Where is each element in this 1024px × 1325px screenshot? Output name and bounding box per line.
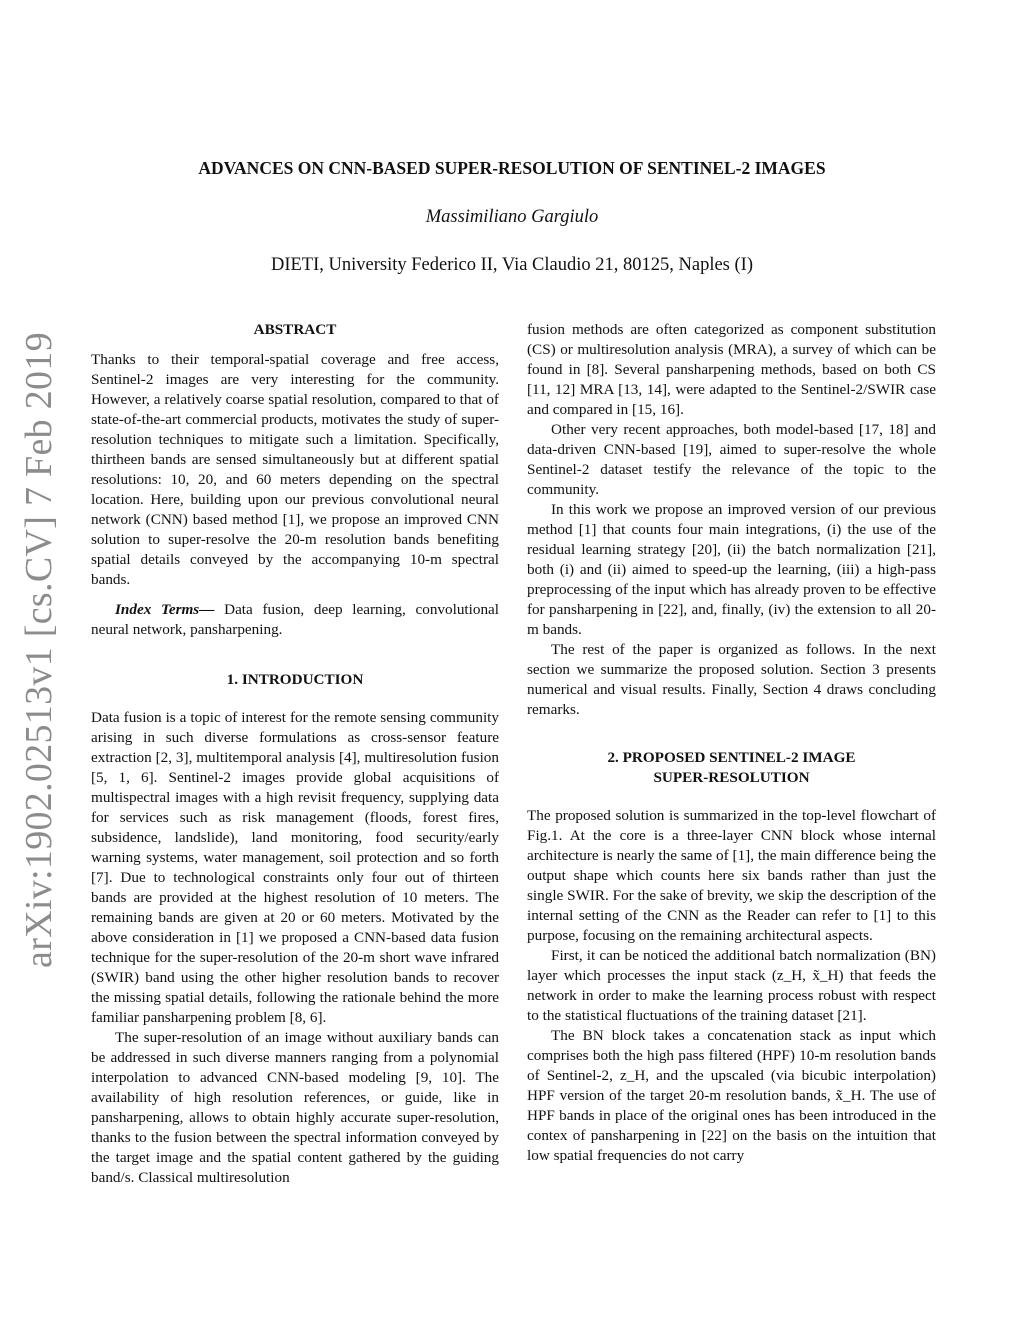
index-terms-text: Data fusion, deep learning, convolutional neural network, pansharpening. <box>91 601 499 638</box>
author-affiliation: DIETI, University Federico II, Via Claudio 21, 80125, Naples (I) <box>270 255 753 275</box>
arxiv-sidebar-stamp <box>14 330 64 970</box>
intro-paragraph-3: fusion methods are often categorized as component substitution (CS) or multiresolution analysis (MRA), a survey of which can be found in [8]. Several pansharpening methods, based on both CS [11, 12] MRA [13, 14], were adapted to the Sentinel-2/SWIR case and compared in [15, 16]. <box>527 321 936 418</box>
section-2-paragraph-1: The proposed solution is summarized in the top-level flowchart of Fig.1. At the core is a three-layer CNN block whose internal architecture is nearly the same of [1], the main difference being the output shape which counts here six bands rather than just the single SWIR. For the sake of brevity, we skip the description of the internal setting of the CNN as the Reader can refer to [1] to this purpose, focusing on the remaining architectural aspects. <box>527 807 936 944</box>
abstract-heading: ABSTRACT <box>253 321 337 338</box>
paper-title: ADVANCES ON CNN-BASED SUPER-RESOLUTION OF SENTINEL-2 IMAGES <box>198 158 826 178</box>
section-2-heading <box>527 748 936 788</box>
arxiv-identifier: arXiv:1902.02513v1 [cs.CV] 7 Feb 2019 <box>18 332 60 968</box>
intro-paragraph-4: Other very recent approaches, both model-based [17, 18] and data-driven CNN-based [19], aimed to super-resolve the whole Sentinel-2 dataset testify the relevance of the topic to the community. <box>527 421 936 498</box>
intro-paragraph-2: The super-resolution of an image without auxiliary bands can be addressed in such diverse manners ranging from a polynomial interpolation to advanced CNN-based modeling [9, 10]. The availability of high resolution references, or guide, like in pansharpening, allows to obtain highly accurate super-resolution, thanks to the fusion between the spectral information conveyed by the target image and the spatial content gathered by the guiding band/s. Classical multiresolution <box>91 1029 499 1186</box>
intro-paragraph-1: Data fusion is a topic of interest for the remote sensing community arising in such diverse formulations as cross-sensor feature extraction [2, 3], multitemporal analysis [4], multiresolution fusion [5, 1, 6]. Sentinel-2 images provide global acquisitions of multispectral images with a high revisit frequency, supplying data for services such as risk management (floods, forest fires, subsidence, landslide), land monitoring, food security/early warning systems, water management, soil protection and so forth [7]. Due to technological constraints only four out of thirteen bands are provided at the highest resolution of 10 meters. The remaining bands are given at 20 or 60 meters. Motivated by the above consideration in [1] we proposed a CNN-based data fusion technique for the super-resolution of the 20-m short wave infrared (SWIR) band using the other higher resolution bands to recover the missing spatial details, following the rationale behind the more familiar pansharpening problem [8, 6]. <box>91 709 499 1026</box>
left-column <box>91 320 499 1188</box>
intro-paragraph-5: In this work we propose an improved version of our previous method [1] that counts four main integrations, (i) the use of the residual learning strategy [20], (ii) the batch normalization [21], both (i) and (ii) aimed to speed-up the learning, (iii) a high-pass preprocessing of the input which has already proven to be effective for pansharpening in [22], and, finally, (iv) the extension to all 20-m bands. <box>527 501 936 638</box>
abstract-text: Thanks to their temporal-spatial coverage and free access, Sentinel-2 images are very interesting for the community. However, a relatively coarse spatial resolution, compared to that of state-of-the-art commercial products, motivates the study of super-resolution techniques to mitigate such a limitation. Specifically, thirtheen bands are sensed simultaneously but at different spatial resolutions: 10, 20, and 60 meters depending on the spectral location. Here, building upon our previous convolutional neural network (CNN) based method [1], we propose an improved CNN solution to super-resolve the 20-m resolution bands benefiting spatial details conveyed by the accompanying 10-m spectral bands. <box>91 351 499 588</box>
section-2-paragraph-2: First, it can be noticed the additional batch normalization (BN) layer which processes the input stack (z_H, x̃_H) that feeds the network in order to make the learning process robust with respect to the statistical fluctuations of the training dataset [21]. <box>527 947 936 1024</box>
index-terms <box>91 600 499 640</box>
section-2-heading-line-2: SUPER-RESOLUTION <box>653 769 810 786</box>
author-name: Massimiliano Gargiulo <box>425 207 599 227</box>
section-2-paragraph-3: The BN block takes a concatenation stack as input which comprises both the high pass filtered (HPF) 10-m resolution bands of Sentinel-2, z_H, and the upscaled (via bicubic interpolation) HPF version of the target 20-m resolution bands, x̃_H. The use of HPF bands in place of the original ones has been introduced in the contex of pansharpening in [22] on the basis on the intuition that low spatial frequencies do not carry <box>527 1027 936 1164</box>
right-column <box>527 320 936 1166</box>
intro-paragraph-6: The rest of the paper is organized as follows. In the next section we summarize the proposed solution. Section 3 presents numerical and visual results. Finally, Section 4 draws concluding remarks. <box>527 641 936 718</box>
section-2-heading-line-1: 2. PROPOSED SENTINEL-2 IMAGE <box>607 749 856 766</box>
index-terms-label: Index Terms— <box>115 601 215 618</box>
section-1-heading: 1. INTRODUCTION <box>226 671 364 688</box>
